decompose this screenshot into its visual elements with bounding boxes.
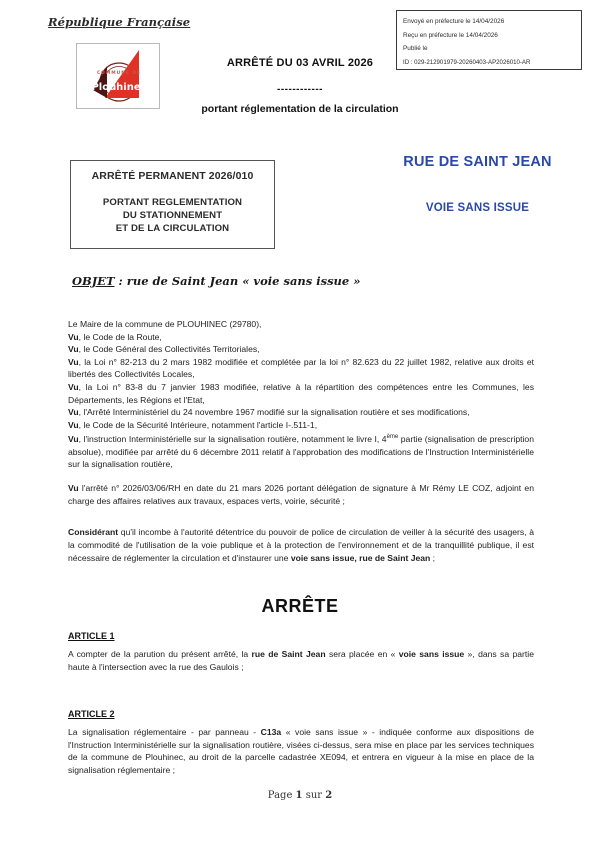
vu-prefix: Vu bbox=[68, 419, 79, 430]
vu-text: , la Loi n° 83-8 du 7 janvier 1983 modifiée, relative à la répartition des compétences entre les Communes, les Départements, les Régions et l'Etat, bbox=[68, 381, 534, 405]
arrete-heading: ARRÊTE bbox=[261, 596, 339, 616]
prefecture-stamp bbox=[396, 10, 582, 70]
footer-middle: sur bbox=[302, 790, 326, 801]
vu-text-part2: partie (signalisation de prescription absolue), modifiée par arrêté du 6 décembre 2011 relatif à l'approbation des modifications de l'Instruction Interministérielle sur la signalisation routière, bbox=[68, 434, 534, 470]
logo-sail-graphic bbox=[77, 44, 157, 106]
article-1-title: ARTICLE 1 bbox=[68, 631, 115, 641]
stamp-id-line: ID : 029-212901979-20260403-AP2026010-AR bbox=[403, 58, 531, 66]
article-1-body bbox=[68, 648, 534, 674]
decree-box-line-2: PORTANT REGLEMENTATION bbox=[102, 197, 243, 208]
vu-prefix: Vu bbox=[68, 344, 79, 355]
vu-text: , l'Arrêté Interministériel du 24 novembre 1967 modifié sur la signalisation routière et ses modifications, bbox=[78, 407, 470, 418]
stamp-published-line: Publié le bbox=[403, 45, 428, 53]
objet-label: OBJET bbox=[72, 274, 115, 288]
vu-item-4 bbox=[68, 406, 534, 419]
footer-prefix: Page bbox=[267, 790, 296, 801]
vu-text: l'arrêté n° 2026/03/06/RH en date du 21 mars 2026 portant délégation de signature à Mr Rémy LE COZ, adjoint en charge des affaires relatives aux travaux, espaces verts, voirie, sécurité ; bbox=[68, 482, 534, 506]
vu-prefix: Vu bbox=[68, 356, 79, 367]
stamp-received-line: Reçu en préfecture le 14/04/2026 bbox=[403, 31, 498, 39]
objet-text: : rue de Saint Jean « voie sans issue » bbox=[114, 274, 361, 288]
article-2 bbox=[68, 708, 534, 777]
page-footer bbox=[0, 790, 600, 801]
vu-text: , le Code de la Route, bbox=[78, 331, 162, 342]
logo-commune-name: Plouhinec bbox=[91, 82, 147, 93]
vu-text-part1: , l'instruction Interministérielle sur la signalisation routière, notamment le livre I, 4 bbox=[78, 434, 387, 445]
decree-box-line-4: ET DE LA CIRCULATION bbox=[115, 223, 230, 234]
article-1-bold1: rue de Saint Jean bbox=[251, 648, 326, 659]
mayor-line: Le Maire de la commune de PLOUHINEC (29780), bbox=[68, 319, 262, 329]
dead-end-heading: VOIE SANS ISSUE bbox=[425, 202, 530, 214]
article-1 bbox=[68, 630, 534, 673]
vu-ordinal-suffix: ème bbox=[386, 434, 399, 441]
decree-subtitle: portant réglementation de la circulation bbox=[201, 103, 399, 115]
vu-item-delegation bbox=[68, 482, 534, 507]
article-2-part2: « voie sans issue » - indiquée conforme aux dispositions de l'Instruction Interministérielle sur la signalisation routière, visées ci-dessus, sera mise en place par les services techniques de la commune de Plouhinec, au droit de la parcelle cadastrée XE094, et entrera en vigueur à la mise en place de la signalisation réglementaire ; bbox=[68, 726, 534, 776]
footer-total-pages: 2 bbox=[325, 790, 333, 801]
vu-text: , le Code de la Sécurité Intérieure, notamment l'article I-.511-1, bbox=[78, 419, 318, 430]
article-1-part3: », dans sa partie haute à l'intersection avec la rue des Gaulois ; bbox=[68, 648, 534, 672]
objet-line bbox=[72, 274, 360, 288]
article-2-title: ARTICLE 2 bbox=[68, 709, 115, 719]
vu-item-3 bbox=[68, 381, 534, 406]
vu-item-1 bbox=[68, 343, 534, 356]
vu-prefix: Vu bbox=[68, 434, 79, 445]
decree-box-line-3: DU STATIONNEMENT bbox=[122, 210, 223, 221]
vu-prefix: Vu bbox=[68, 407, 79, 418]
vu-prefix: Vu bbox=[68, 331, 79, 342]
vu-item-2 bbox=[68, 356, 534, 381]
commune-logo bbox=[76, 43, 160, 109]
republique-francaise-header: République Française bbox=[48, 15, 191, 29]
vu-text: , la Loi n° 82-213 du 2 mars 1982 modifiée et complétée par la loi n° 82.623 du 22 juillet 1982, relative aux droits et libertés des Collectivités Locales, bbox=[68, 356, 534, 380]
article-1-part2: sera placée en « bbox=[325, 648, 399, 659]
considerant-prefix: Considérant bbox=[68, 527, 119, 537]
vu-prefix: Vu bbox=[68, 482, 79, 493]
vu-item-5 bbox=[68, 419, 534, 432]
article-2-part1: La signalisation réglementaire - par panneau - bbox=[68, 726, 261, 737]
considerant-bold-tail: voie sans issue, rue de Saint Jean bbox=[290, 552, 431, 563]
vu-prefix: Vu bbox=[68, 381, 79, 392]
article-1-bold2: voie sans issue bbox=[398, 648, 465, 659]
decree-box-number: ARRÊTÉ PERMANENT 2026/010 bbox=[91, 170, 254, 182]
considerant-block bbox=[68, 526, 534, 564]
stamp-sent-line: Envoyé en préfecture le 14/04/2026 bbox=[403, 18, 505, 25]
decree-identification-box bbox=[70, 160, 275, 249]
logo-ring-text: COMMUNE DE bbox=[96, 71, 142, 76]
article-2-bold1: C13a bbox=[260, 726, 282, 737]
vu-text: , le Code Général des Collectivités Territoriales, bbox=[78, 344, 260, 355]
decree-date-title: ARRÊTÉ DU 03 AVRIL 2026 bbox=[226, 57, 374, 69]
article-1-part1: A compter de la parution du présent arrêté, la bbox=[68, 648, 252, 659]
preamble-block bbox=[68, 318, 534, 507]
considerant-part1: qu'il incombe à l'autorité détentrice du pouvoir de police de circulation de veiller à la sécurité des usagers, à la commodité de l'utilisation de la voie publique et à la protection de l'environnement et de la tranquillité publique, il est nécessaire de réglementer la circulation et d'instaurer une bbox=[68, 527, 534, 563]
article-2-body bbox=[68, 726, 534, 777]
title-separator: ------------ bbox=[277, 84, 323, 95]
considerant-part2: ; bbox=[430, 552, 436, 563]
street-name-heading: RUE DE SAINT JEAN bbox=[403, 154, 552, 170]
vu-item-instruction bbox=[68, 431, 534, 471]
vu-item-0 bbox=[68, 331, 534, 344]
footer-current-page: 1 bbox=[295, 790, 303, 801]
